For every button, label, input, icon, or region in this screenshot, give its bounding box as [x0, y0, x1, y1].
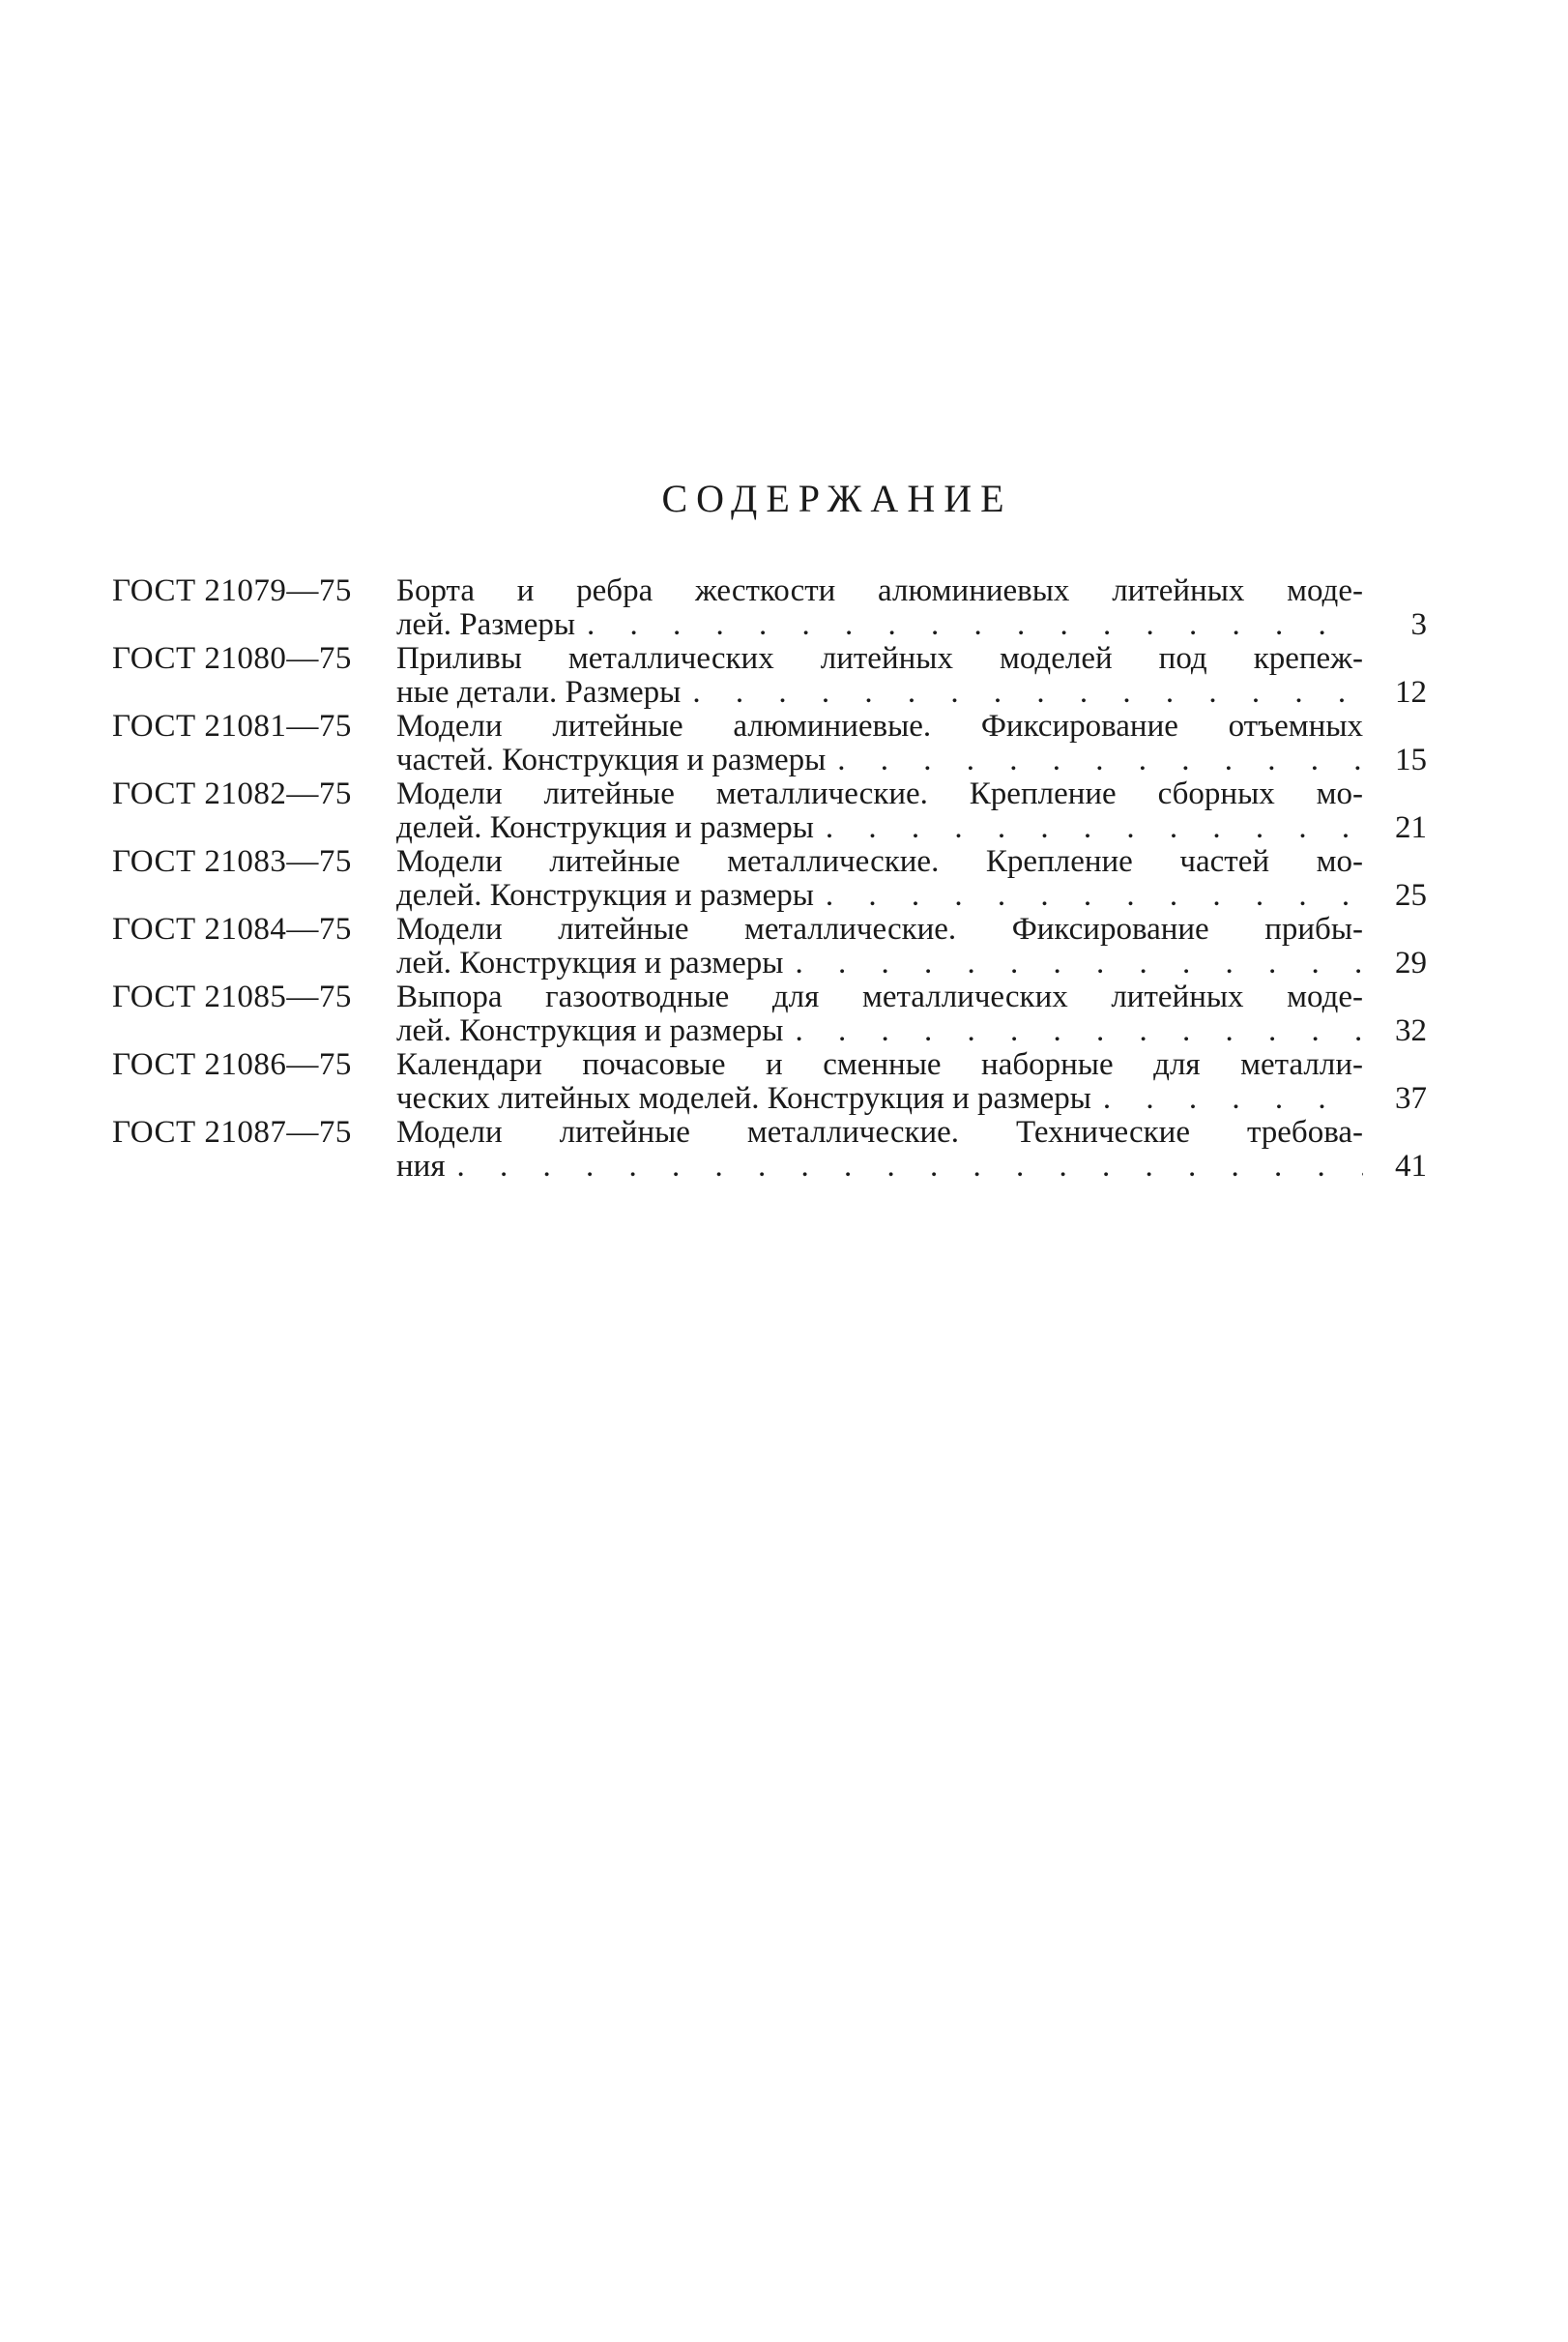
entry-title-line: Приливы металлических литейных моделей под крепеж-: [396, 641, 1363, 676]
page-title: СОДЕРЖАНИЕ: [661, 477, 1013, 520]
entry-title-line: [396, 1014, 1363, 1048]
toc-entry: [112, 642, 1427, 710]
page-number: 21: [1395, 810, 1427, 845]
standard-code: ГОСТ 21082—75: [112, 776, 352, 811]
toc-entry: [112, 777, 1427, 845]
entry-title-line: [396, 744, 1363, 777]
standard-code: ГОСТ 21086—75: [112, 1047, 352, 1082]
entry-title-line: Модели литейные металлические. Технические требова-: [396, 1115, 1363, 1150]
page-number: 3: [1410, 607, 1427, 642]
page-number: 29: [1395, 946, 1427, 981]
toc-entry: [112, 574, 1427, 642]
entry-title-line: [396, 879, 1363, 913]
entry-title-end: лей. Конструкция и размеры: [396, 946, 784, 981]
dot-leader: [837, 744, 1363, 777]
entry-title: [396, 913, 1363, 981]
entry-title-end: лей. Конструкция и размеры: [396, 1013, 784, 1048]
dot-leader: [1103, 1082, 1363, 1116]
entry-title: [396, 642, 1363, 710]
table-of-contents: [112, 574, 1427, 1184]
entry-title: [396, 981, 1363, 1048]
toc-entry: [112, 1048, 1427, 1116]
entry-title: [396, 1116, 1363, 1184]
page-number: 37: [1395, 1081, 1427, 1116]
entry-title-line: Модели литейные алюминиевые. Фиксирование отъемных: [396, 709, 1363, 744]
entry-title: [396, 574, 1363, 642]
entry-title-line: Модели литейные металлические. Крепление сборных мо-: [396, 776, 1363, 811]
standard-code: ГОСТ 21084—75: [112, 912, 352, 947]
toc-entry: [112, 1116, 1427, 1184]
entry-title-line: Календари почасовые и сменные наборные для металли-: [396, 1047, 1363, 1082]
dot-leader: [587, 608, 1363, 642]
standard-code: ГОСТ 21079—75: [112, 573, 352, 608]
page-number: 15: [1395, 743, 1427, 777]
entry-title-line: Модели литейные металлические. Фиксирование прибы-: [396, 912, 1363, 947]
entry-title-line: Выпора газоотводные для металлических литейных моде-: [396, 980, 1363, 1014]
entry-title-end: частей. Конструкция и размеры: [396, 743, 827, 777]
entry-title-line: [396, 608, 1363, 642]
entry-title-line: [396, 947, 1363, 981]
entry-title: [396, 777, 1363, 845]
entry-title-line: [396, 1082, 1363, 1116]
entry-title-end: ные детали. Размеры: [396, 675, 682, 710]
entry-title-end: ния: [396, 1149, 446, 1184]
toc-entry: [112, 845, 1427, 913]
entry-title: [396, 1048, 1363, 1116]
dot-leader: [826, 811, 1363, 845]
entry-title: [396, 845, 1363, 913]
entry-title-line: [396, 811, 1363, 845]
entry-title-end: ческих литейных моделей. Конструкция и размеры: [396, 1081, 1091, 1116]
dot-leader: [692, 676, 1363, 710]
standard-code: ГОСТ 21083—75: [112, 844, 352, 879]
toc-entry: [112, 913, 1427, 981]
dot-leader: [795, 1014, 1363, 1048]
page-number: 41: [1395, 1149, 1427, 1184]
dot-leader: [826, 879, 1363, 913]
entry-title-end: делей. Конструкция и размеры: [396, 810, 814, 845]
toc-entry: [112, 981, 1427, 1048]
entry-title-line: [396, 1150, 1363, 1184]
dot-leader: [457, 1150, 1364, 1184]
standard-code: ГОСТ 21087—75: [112, 1115, 352, 1150]
toc-entry: [112, 710, 1427, 777]
standard-code: ГОСТ 21080—75: [112, 641, 352, 676]
dot-leader: [795, 947, 1363, 981]
page-number: 25: [1395, 878, 1427, 913]
entry-title-line: Борта и ребра жесткости алюминиевых литейных моде-: [396, 573, 1363, 608]
entry-title-line: Модели литейные металлические. Крепление частей мо-: [396, 844, 1363, 879]
page-number: 12: [1395, 675, 1427, 710]
entry-title-end: делей. Конструкция и размеры: [396, 878, 814, 913]
standard-code: ГОСТ 21081—75: [112, 709, 352, 744]
entry-title-end: лей. Размеры: [396, 607, 576, 642]
entry-title-line: [396, 676, 1363, 710]
page-number: 32: [1395, 1013, 1427, 1048]
standard-code: ГОСТ 21085—75: [112, 980, 352, 1014]
entry-title: [396, 710, 1363, 777]
